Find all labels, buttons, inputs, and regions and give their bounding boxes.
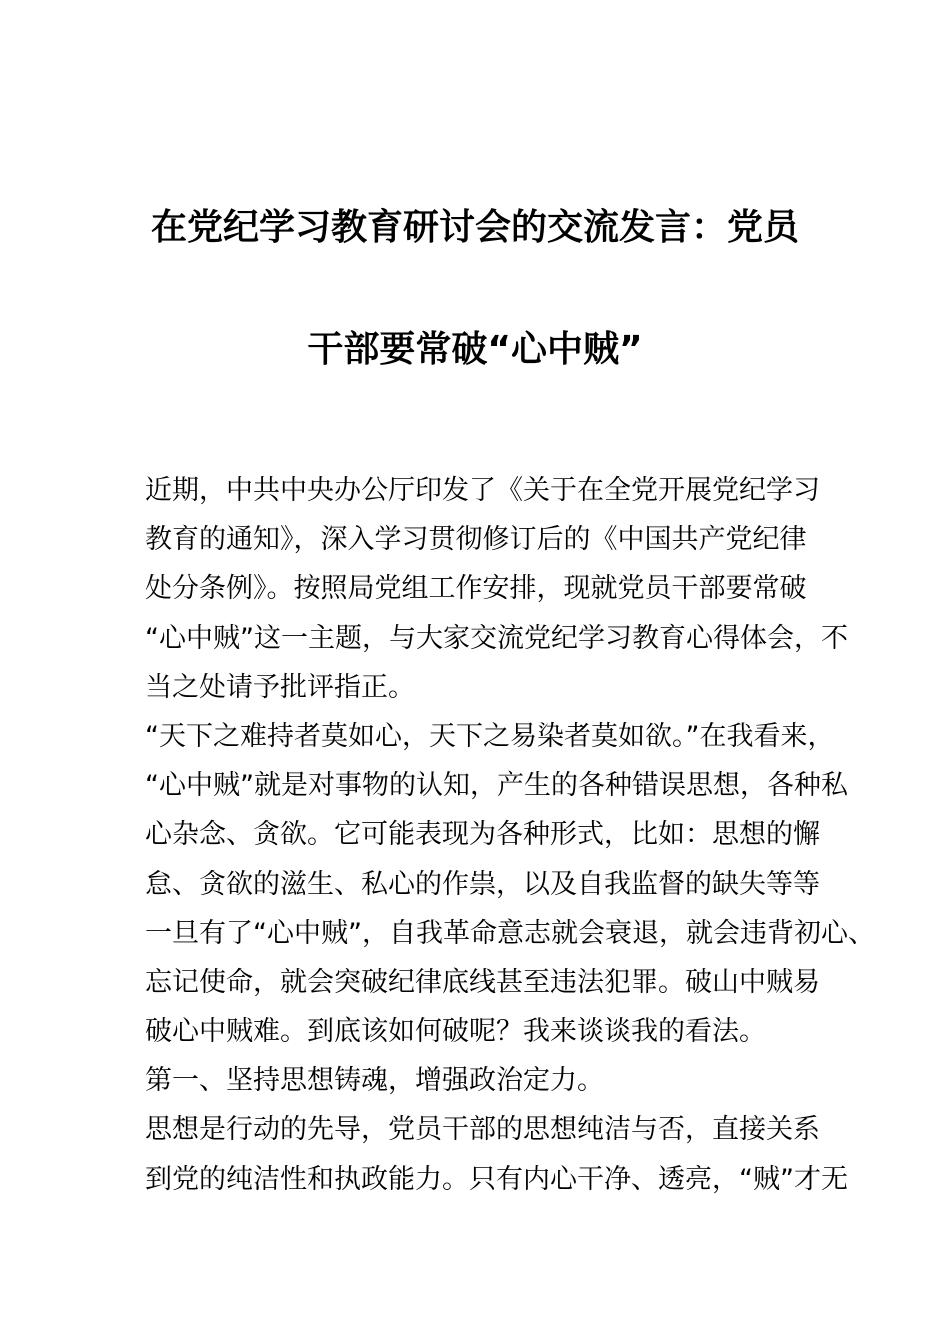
body-line: 一旦有了“心中贼”，自我革命意志就会衰退，就会违背初心、 <box>145 917 875 949</box>
body-line: 到党的纯洁性和执政能力。只有内心干净、透亮，“贼”才无 <box>145 1163 848 1195</box>
body-line: “天下之难持者莫如心，天下之易染者莫如欲。”在我看来， <box>145 720 835 752</box>
document-body <box>145 466 875 1204</box>
body-line: 忘记使命，就会突破纪律底线甚至违法犯罪。破山中贼易 <box>145 966 820 998</box>
body-line: 怠、贪欲的滋生、私心的作祟，以及自我监督的缺失等等 <box>145 868 820 900</box>
body-line: 教育的通知》，深入学习贯彻修订后的《中国共产党纪律 <box>145 524 807 556</box>
body-line: 近期，中共中央办公厅印发了《关于在全党开展党纪学习 <box>145 475 820 506</box>
document-title-line-1: 在党纪学习教育研讨会的交流发言：党员 <box>150 207 799 248</box>
document-title-line-2: 干部要常破“心中贼” <box>307 329 643 370</box>
body-line: 破心中贼难。到底该如何破呢？我来谈谈我的看法。 <box>145 1016 766 1048</box>
body-line: 心杂念、贪欲。它可能表现为各种形式，比如：思想的懈 <box>145 819 820 851</box>
section-heading-line: 第一、坚持思想铸魂，增强政治定力。 <box>145 1065 604 1097</box>
body-line: 当之处请予批评指正。 <box>145 671 415 703</box>
body-line: “心中贼”就是对事物的认知，产生的各种错误思想，各种私 <box>145 770 848 802</box>
body-line: 思想是行动的先导，党员干部的思想纯洁与否，直接关系 <box>145 1114 820 1146</box>
body-line: “心中贼”这一主题，与大家交流党纪学习教育心得体会，不 <box>145 622 848 654</box>
body-line: 处分条例》。按照局党组工作安排，现就党员干部要常破 <box>145 573 807 605</box>
